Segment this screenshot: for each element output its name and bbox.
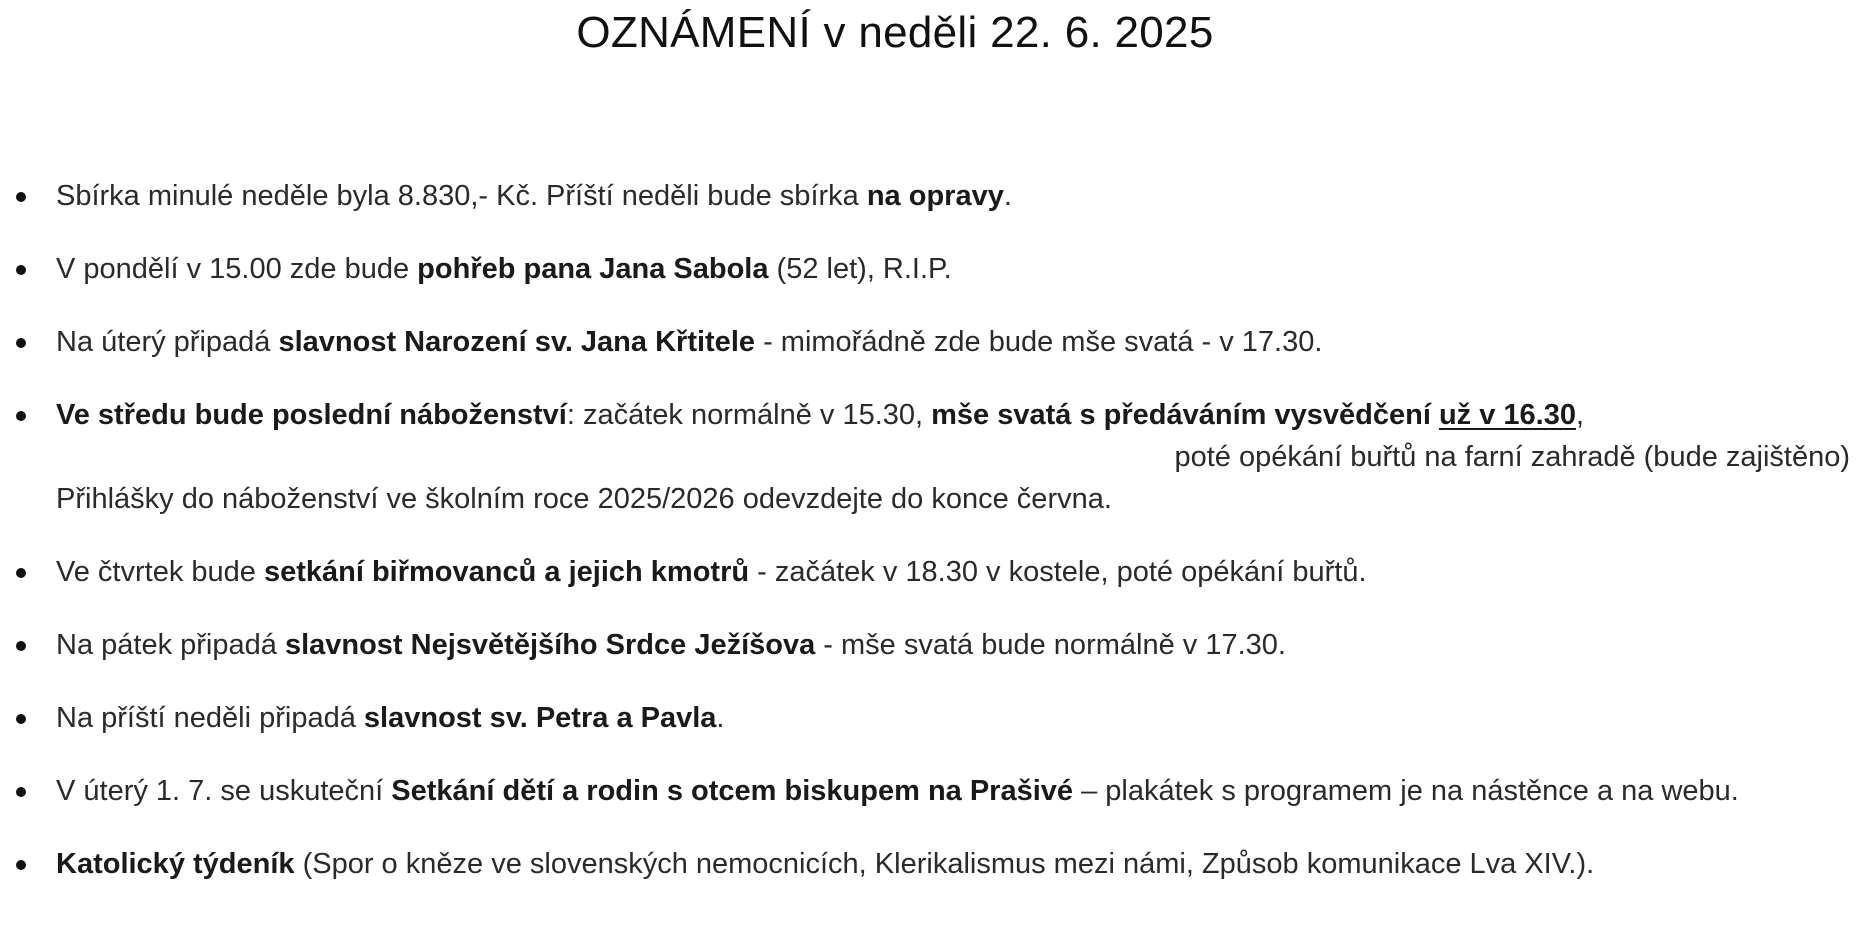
bullet-icon <box>16 568 26 578</box>
item-text: . <box>716 702 725 734</box>
bullet-icon <box>16 714 26 724</box>
item-text: . <box>1003 180 1012 212</box>
item-bold-underlined-text: už v 16.30 <box>1438 399 1576 431</box>
bullet-icon <box>16 338 26 348</box>
item-continuation-line: poté opékání buřtů na farní zahradě (bude zajištěno) <box>1174 441 1850 473</box>
list-item-collection <box>0 176 1864 216</box>
item-text: – plakátek s programem je na nástěnce a na webu. <box>1073 775 1739 807</box>
bullet-icon <box>16 787 26 797</box>
bullet-icon <box>16 860 26 870</box>
item-bold-text: pohřeb pana Jana Sabola <box>417 253 769 285</box>
bullet-icon <box>16 265 26 275</box>
item-text: Na příští neděli připadá <box>56 702 364 734</box>
item-bold-text: setkání biřmovanců a jejich kmotrů <box>263 556 750 588</box>
item-bold-text: Katolický týdeník <box>56 848 295 880</box>
item-text: Ve čtvrtek bude <box>56 556 264 588</box>
list-item-next-sunday <box>0 698 1864 738</box>
bullet-icon <box>16 411 26 421</box>
bullet-icon <box>16 192 26 202</box>
item-continuation-line: Přihlášky do náboženství ve školním roce 2025/2026 odevzdejte do konce června. <box>56 483 1112 515</box>
item-text: - mimořádně zde bude mše svatá - v 17.30. <box>755 326 1323 358</box>
item-bold-text: Ve středu bude poslední náboženství <box>56 399 567 431</box>
list-item-wednesday <box>0 395 1864 519</box>
item-bold-text: slavnost sv. Petra a Pavla <box>363 702 717 734</box>
item-text: - mše svatá bude normálně v 17.30. <box>815 629 1286 661</box>
list-item-funeral <box>0 249 1864 289</box>
item-text: - začátek v 18.30 v kostele, poté opékání buřtů. <box>749 556 1367 588</box>
item-bold-text: na opravy <box>866 180 1004 212</box>
page-title: OZNÁMENÍ v neděli 22. 6. 2025 <box>576 8 1214 57</box>
item-text: Na pátek připadá <box>56 629 285 661</box>
item-text: , <box>1575 399 1585 431</box>
item-bold-text: slavnost Nejsvětějšího Srdce Ježíšova <box>284 629 816 661</box>
item-text: (52 let), R.I.P. <box>768 253 952 285</box>
item-text: Sbírka minulé neděle byla 8.830,- Kč. Příští neděli bude sbírka <box>56 180 867 212</box>
item-bold-text: slavnost Narození sv. Jana Křtitele <box>278 326 756 358</box>
list-item-friday <box>0 625 1864 665</box>
item-bold-text: Setkání dětí a rodin s otcem biskupem na Prašivé <box>391 775 1074 807</box>
list-item-thursday <box>0 552 1864 592</box>
item-bold-text: mše svatá s předáváním vysvědčení <box>931 399 1439 431</box>
item-text: (Spor o kněze ve slovenských nemocnicích, Klerikalismus mezi námi, Způsob komunikace Lva XIV.). <box>294 848 1595 880</box>
item-text: Na úterý připadá <box>56 326 279 358</box>
announcement-list <box>0 176 1864 917</box>
list-item-tuesday <box>0 322 1864 362</box>
item-text: : začátek normálně v 15.30, <box>566 399 932 431</box>
item-text: V pondělí v 15.00 zde bude <box>56 253 418 285</box>
bullet-icon <box>16 641 26 651</box>
list-item-weekly <box>0 844 1864 884</box>
item-text: V úterý 1. 7. se uskuteční <box>56 775 392 807</box>
list-item-family-meeting <box>0 771 1864 811</box>
